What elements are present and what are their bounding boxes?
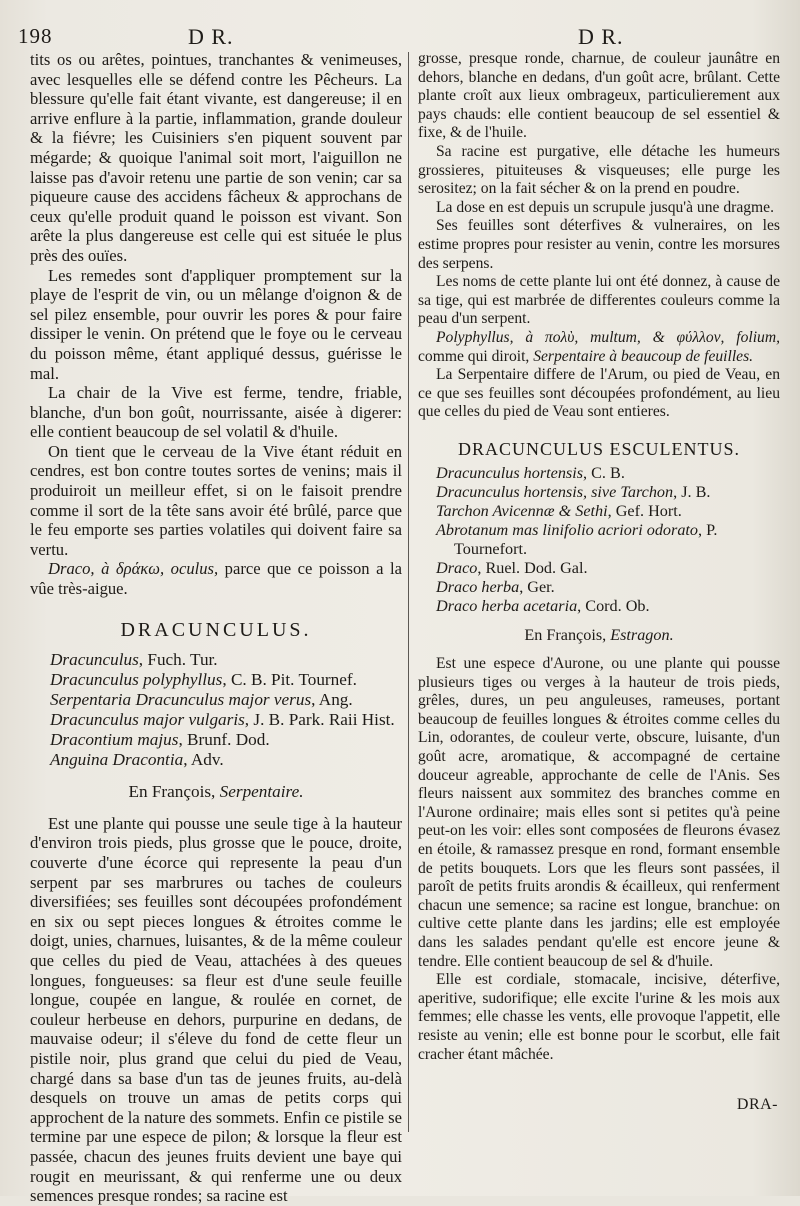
left-column — [30, 50, 402, 1206]
etymology-latin: Draco, à δράκω, oculus, — [48, 559, 219, 579]
synonym-authors: , Fuch. Tur. — [138, 650, 218, 670]
synonym-authors: , Ang. — [311, 690, 353, 710]
synonym-latin: Tarchon Avicennæ & Sethi — [436, 502, 608, 521]
paragraph: La chair de la Vive est ferme, tendre, friable, blanche, d'un bon goût, nourrissante, aisée à digerer: elle contient beaucoup de sel volatil & d'huile. — [30, 383, 402, 442]
synonym-authors: , Adv. — [183, 750, 224, 770]
section-title: DRACUNCULUS. — [120, 618, 312, 641]
etymology-gloss: Serpentaire à beaucoup de feuilles. — [533, 347, 754, 365]
synonym-authors: , J. B. Park. Raii Hist. — [244, 710, 395, 730]
synonym-authors: , C. B. Pit. Tournef. — [222, 670, 357, 690]
paragraph: La Serpentaire differe de l'Arum, ou pied de Veau, en ce que ses feuilles sont découpées profondément, au lieu que celles du pied de Veau sont entieres. — [418, 366, 780, 421]
paragraph: On tient que le cerveau de la Vive étant réduit en cendres, est bon contre toutes sortes de venins; mais il produiroit un meilleur effet, si on le faisoit prendre comme il sort de la tête sans avoir été brûlé, parce que le feu emporte ses parties volatiles qui doivent faire sa vertu. — [30, 441, 402, 559]
synonym-line — [418, 521, 780, 559]
right-column — [418, 50, 780, 1064]
etymology — [30, 559, 402, 598]
synonym-latin: Dracunculus — [50, 650, 139, 670]
catchword: DRA- — [736, 1096, 778, 1113]
etymology — [418, 329, 780, 366]
paragraph: Elle est cordiale, stomacale, incisive, déterfive, aperitive, sudorifique; elle excite l'urine & les mois aux femmes; elle chasse les vents, elle provoque l'appetit, elle resiste au venin; elle est bonne pour le scorbut, elle fait cracher étant mâchée. — [418, 971, 780, 1063]
section-title: DRACUNCULUS ESCULENTUS. — [457, 438, 741, 459]
synonym-latin: Dracunculus major vulgaris — [50, 710, 245, 730]
synonym-latin: Dracunculus hortensis, sive Tarchon — [436, 483, 674, 502]
synonym-line — [30, 750, 402, 770]
synonym-line — [30, 690, 402, 710]
synonym-authors: , Ger. — [519, 578, 555, 597]
synonym-authors: , Brunf. Dod. — [178, 730, 270, 750]
french-label: En François, — [524, 626, 611, 645]
synonym-line — [30, 650, 402, 670]
synonym-line — [418, 597, 780, 616]
synonym-authors: , J. B. — [673, 483, 711, 502]
etymology-text: parce que ce poisson a la vûe très-aigue. — [30, 559, 402, 599]
page-number: 198 — [18, 24, 53, 48]
etymology-latin: Polyphyllus, à πολὺ, multum, & φύλλον, folium, — [436, 328, 780, 346]
paragraph: Sa racine est purgative, elle détache les humeurs grossieres, pituiteuses & visqueuses; elle purge les serositez; on la fait sécher & on la prend en poudre. — [418, 142, 780, 198]
description-paragraph: Est une espece d'Aurone, ou une plante qui pousse plusieurs tiges ou verges à la hauteur de trois pieds, grêles, dures, un peu anguleuses, rameuses, portant beaucoup de feuilles longues & étroites comme celles du Lin, odorantes, de couleur verte, obscure, luisante, d'un goût acre, aromatique, & accompagné de certaine douceur agreable, approchante de celle de l'Anis. Ses fleurs naissent aux sommitez des branches comme en l'Aurone ordinaire; mais elles sont si petites qu'à peine peut-on les voir: elles sont composées de fleurons évasez en étoile, & ramassez presque en rond, formant ensemble de petits bouquets. Lors que les fleurs sont passées, il paroît de petits fruits arondis & écailleux, qui renferment chacun une semence; sa racine est longue, branchue: on cultive cette plante dans les jardins; elle est employée dans les salades pendant qu'elle est encore jeune & tendre. Elle contient beaucoup de sel & d'huile. — [418, 655, 780, 970]
synonym-latin: Draco herba — [436, 578, 520, 597]
running-head-left: D R. — [188, 24, 234, 49]
synonym-line — [418, 502, 780, 521]
synonym-line — [418, 559, 780, 578]
running-head-right: D R. — [578, 24, 624, 49]
description-paragraph: Est une plante qui pousse une seule tige à la hauteur d'environ trois pieds, plus grosse que le pouce, droite, couverte d'une écorce qui represente la peau d'un serpent par ses marbrures ou taches de couleurs diversifiées; ses feuilles sont découpées profondément en six ou sept pieces longues & étroites comme le doigt, unies, charnues, luisantes, & de la même couleur que celles du pied de Veau, attachées à des queues longues, fongueuses: sa fleur est d'une seule feuille longue, coupée en langue, & roulée en cornet, de couleur herbeuse en dehors, purpurine en dedans, de mauvaise odeur; il s'éleve du fond de cette fleur un pistile noir, plus grand que celui du pied de Veau, chargé dans sa base d'un tas de jeunes fruits, au-delà desquels on trouve un amas de petits corps qui approchent de la nature des sommets. Enfin ce pistile se termine par une espece de pilon; & lorsque la fleur est passée, chacun des jeunes fruits devient une baye qui rougit en meurissant, & qui renferme une ou deux semences presque rondes; sa racine est — [30, 813, 402, 1206]
french-name-line — [30, 782, 402, 802]
synonym-line — [30, 670, 402, 690]
column-divider — [408, 52, 409, 1132]
synonym-authors: , Cord. Ob. — [577, 597, 650, 616]
synonym-latin: Dracunculus polyphyllus — [50, 670, 223, 690]
synonym-line — [418, 464, 780, 483]
paragraph: Les remedes sont d'appliquer promptement sur la playe de l'esprit de vin, ou un mêlange d'oignon & de sel pilez ensemble, pour ouvrir les pores & pour faire dissiper le venin. On prétend que le foye ou le cerveau du poisson même, étant appliqué dessus, guérisse le mal. — [30, 265, 402, 383]
synonym-line — [418, 483, 780, 502]
synonym-line — [30, 710, 402, 730]
paragraph: La dose en est depuis un scrupule jusqu'à une dragme. — [436, 198, 774, 216]
synonym-line — [30, 730, 402, 750]
synonym-latin: Serpentaria Dracunculus major verus — [50, 690, 312, 710]
synonym-latin: Dracontium majus — [50, 730, 179, 750]
french-name-line — [418, 626, 780, 645]
synonym-authors: , P. Tournefort. — [454, 521, 718, 559]
paragraph: Les noms de cette plante lui ont été donnez, à cause de sa tige, qui est marbrée de differentes couleurs comme la peau d'un serpent. — [418, 273, 780, 328]
synonym-authors: , Ruel. Dod. Gal. — [477, 559, 588, 578]
synonym-authors: , Gef. Hort. — [607, 502, 682, 521]
synonym-authors: , C. B. — [583, 464, 625, 483]
french-name: Serpentaire. — [219, 782, 304, 802]
paragraph: Ses feuilles sont déterfives & vulneraires, on les estime propres pour resister au venin, contre les morsures des serpens. — [418, 217, 780, 272]
french-label: En François, — [128, 782, 220, 802]
paragraph: grosse, presque ronde, charnue, de couleur jaunâtre en dehors, blanche en dedans, d'un goût acre, brûlant. Cette plante croît aux lieux ombrageux, particulierement aux pays chauds: elle contient beaucoup de sel essentiel & fixe, & de l'huile. — [418, 50, 780, 142]
synonym-latin: Draco — [436, 559, 478, 578]
etymology-text: comme qui diroit, — [418, 347, 534, 365]
synonym-latin: Dracunculus hortensis — [436, 464, 584, 483]
synonym-latin: Abrotanum mas linifolio acriori odorato — [436, 521, 699, 540]
synonym-latin: Anguina Dracontia — [50, 750, 184, 770]
paragraph: tits os ou arêtes, pointues, tranchantes & venimeuses, avec lesquelles elle se défend contre les Pêcheurs. La blessure qu'elle fait étant vivante, est dangereuse; il en arrive enflure à la partie, inflammation, grande douleur & la fiévre; les Cuisiniers s'en piquent souvent par mégarde; & quoique l'animal soit mort, l'aiguillon ne laisse pas d'avoir retenu une partie de son venin; car sa piqueure cause des accidens fâcheux & approchans de ceux qu'elle produit quand le poisson est vivant. Son arête la plus dangereuse est celle qui est située le plus près des ouïes. — [30, 50, 402, 265]
synonym-line — [418, 578, 780, 597]
french-name: Estragon. — [610, 626, 674, 645]
synonym-latin: Draco herba acetaria — [436, 597, 578, 616]
